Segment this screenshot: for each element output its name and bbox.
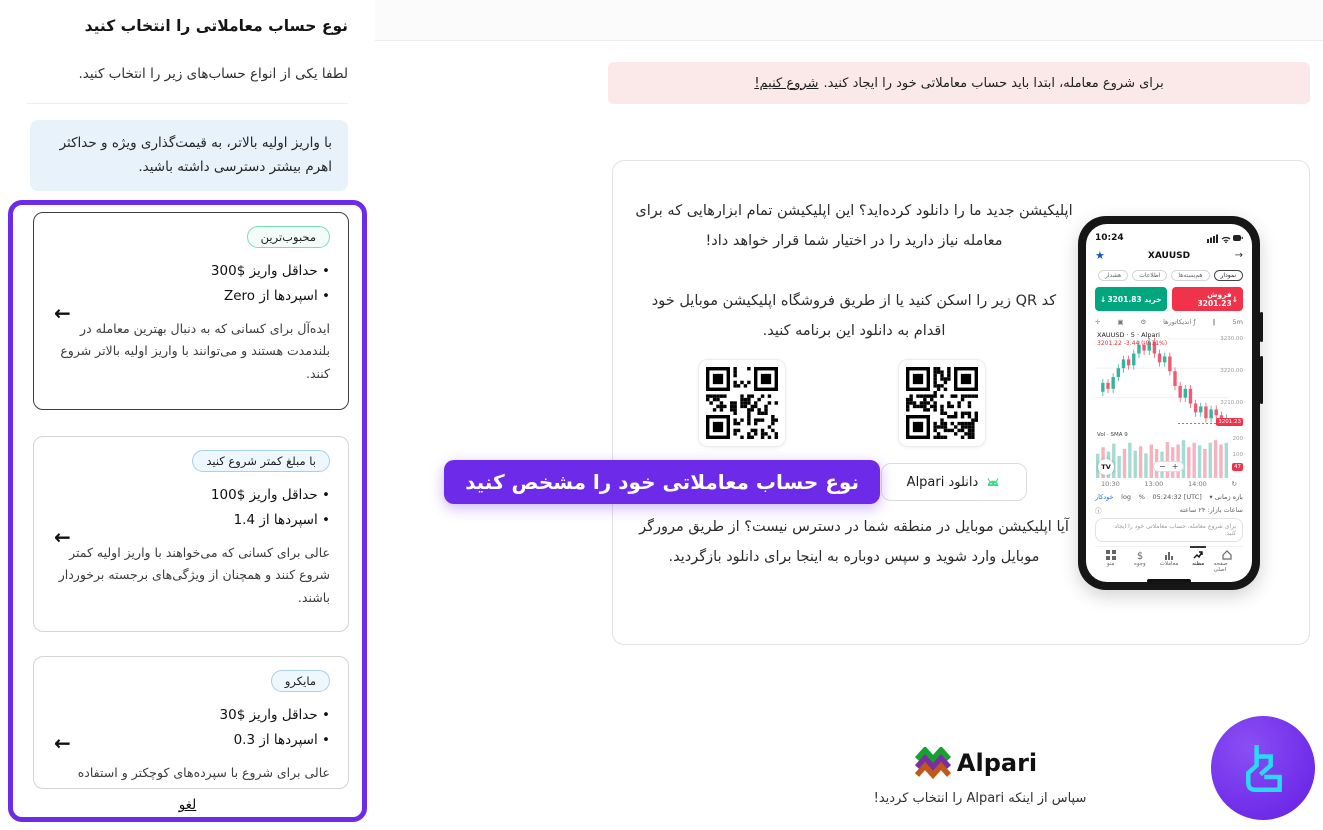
deposit-info-note: با واریز اولیه بالاتر، به قیمت‌گذاری ویژه و حداکثر اهرم بیشتر دسترسی داشته باشید.: [30, 120, 348, 191]
percent-toggle: %: [1138, 493, 1145, 501]
time-axis: [1095, 479, 1243, 489]
fx-icon: ƒ: [1193, 317, 1196, 326]
top-band: [375, 0, 1323, 41]
card-description: عالی برای کسانی که می‌خواهند با واریز اولیه کمتر شروع کنند و همچنان از ویژگی‌های برجسته برخوردار باشند.: [58, 544, 330, 605]
badge-start-lower: با مبلغ کمتر شروع کنید: [192, 450, 330, 472]
site-watermark-logo: [1211, 716, 1315, 820]
phone-bottom-nav: [1095, 546, 1243, 576]
forward-arrow-icon: →: [1234, 250, 1243, 261]
timeframe-label: 5m: [1232, 317, 1243, 326]
account-card-micro[interactable]: [33, 656, 349, 789]
brand-name: Alpari: [956, 749, 1038, 777]
axis-label: 3210.00: [1220, 400, 1243, 406]
phone-clock: 10:24: [1095, 232, 1124, 243]
crosshair-icon: ✛: [1095, 317, 1101, 326]
time-tick: 13:00: [1144, 480, 1164, 488]
info-icon: ⓘ: [1095, 506, 1102, 515]
bars-icon: ∥: [1212, 317, 1216, 326]
sell-price: 3201.23: [1197, 299, 1232, 308]
axis-label: 3230.00: [1220, 336, 1243, 342]
down-arrow-icon: ↓: [1100, 294, 1107, 304]
sell-label: فروش: [1207, 290, 1232, 299]
phone-status-bar: [1095, 231, 1243, 244]
badge-most-popular: محبوب‌ترین: [247, 226, 330, 248]
gear-icon: ⚙: [1140, 317, 1147, 326]
trend-arrow-icon: [1193, 550, 1203, 560]
bullet-spreads: • اسپردها از Zero: [52, 284, 330, 309]
tab-alert: هشدار: [1098, 270, 1128, 281]
bars-chart-icon: [1164, 550, 1174, 560]
alert-text: برای شروع معامله، ابتدا باید حساب معاملاتی خود را ایجاد کنید.: [823, 75, 1164, 91]
badge-micro: مایکرو: [271, 670, 330, 692]
last-price-badge: 3201.23: [1218, 419, 1241, 425]
candlestick-chart: [1095, 330, 1243, 430]
vol-axis-label: 100: [1232, 452, 1243, 458]
create-account-alert: [608, 62, 1310, 104]
tab-chart: نمودار: [1214, 270, 1243, 281]
choose-account-tooltip: [444, 460, 880, 504]
home-indicator: [1147, 579, 1191, 582]
tradingview-logo: TV: [1098, 459, 1114, 475]
qr-code-right: [906, 367, 978, 439]
zoom-in-icon: +: [1171, 462, 1179, 471]
time-tick: 14:00: [1188, 480, 1207, 488]
refresh-icon: ↻: [1231, 480, 1237, 488]
card-bullets: [52, 703, 330, 753]
alpari-footer-brand: [820, 747, 1140, 779]
account-card-standard[interactable]: [33, 436, 349, 632]
indicators-label: اندیکاتورها: [1163, 317, 1192, 326]
tab-correlated: هم‌بسته‌ها: [1171, 270, 1209, 281]
svg-text:$: $: [1136, 551, 1144, 560]
tab-info: اطلاعات: [1132, 270, 1167, 281]
zoom-out-icon: −: [1159, 462, 1166, 471]
back-arrow-icon: ←: [54, 301, 71, 325]
download-alpari-button[interactable]: [881, 463, 1027, 501]
qr-code-card-right: [898, 359, 986, 447]
volume-label: Vol · SMA 9: [1097, 432, 1128, 438]
utc-clock: [UTC] 05:24:32: [1152, 493, 1202, 501]
phone-symbol-header: [1095, 246, 1243, 265]
time-tick: 10:30: [1101, 480, 1120, 488]
volume-panel: [1095, 432, 1243, 478]
card-description: ایده‌آل برای کسانی که به دنبال بهترین معامله در بلندمدت هستند و می‌توانند با واریز اولیه بالاتر شروع کنند.: [60, 320, 330, 381]
nav-funds: $ وجوه: [1133, 551, 1146, 567]
nav-menu: منو: [1097, 550, 1124, 576]
phone-power-button: [1260, 356, 1263, 404]
nav-trades: معاملات: [1155, 550, 1182, 576]
volume-badge: 47: [1234, 464, 1241, 470]
trade-buttons-row: [1095, 287, 1243, 311]
phone-tabs: [1095, 267, 1243, 283]
download-paragraph-1: اپلیکیشن جدید ما را دانلود کرده‌اید؟ این اپلیکیشن تمام ابزارهایی که برای معامله نیاز دارید را در اختیار شما قرار خواهد داد!: [635, 203, 1073, 249]
alpari-logo: [914, 747, 952, 779]
chart-title: XAUUSD · 5 · Alpari: [1097, 331, 1160, 339]
cancel-link-wrap: [0, 794, 375, 813]
nav-home: صفحه اصلی: [1214, 550, 1241, 576]
camera-icon: ▣: [1117, 317, 1124, 326]
caret-down-icon: ▾: [1209, 493, 1213, 501]
cancel-link[interactable]: لغو: [178, 797, 197, 813]
symbol-name: XAUUSD: [1147, 250, 1191, 261]
account-card-pro[interactable]: [33, 212, 349, 410]
thanks-text: سپاس از اینکه Alpari را انتخاب کردید!: [873, 791, 1087, 806]
back-arrow-icon: ←: [54, 731, 71, 755]
sidebar-subtitle: لطفا یکی از انواع حساب‌های زیر را انتخاب کنید.: [78, 66, 348, 82]
buy-label: خرید: [1144, 294, 1162, 304]
bullet-min-deposit: • حداقل واریز $30: [52, 703, 330, 728]
card-bullets: [52, 259, 330, 309]
down-arrow-icon: ↓: [1231, 294, 1238, 304]
divider: [27, 103, 348, 104]
home-icon: [1222, 550, 1232, 560]
qr-code-left: [706, 367, 778, 439]
phone-screen: [1086, 224, 1252, 582]
buy-button: [1095, 287, 1167, 311]
bullet-spreads: • اسپردها از 0.3: [52, 728, 330, 753]
chart-change: 3201.22 -3.44 (-0.11%): [1097, 340, 1168, 347]
chart-toolbar: [1095, 315, 1243, 328]
bullet-min-deposit: • حداقل واریز $100: [52, 483, 330, 508]
download-paragraph-3: آیا اپلیکیشن موبایل در منطقه شما در دسترس نیست؟ از طریق مرورگر موبایل وارد شوید و سپس دوباره به اینجا برای دانلود بازگردید.: [639, 519, 1069, 565]
status-icons: [1207, 233, 1243, 243]
card-description: عالی برای شروع با سپرده‌های کوچکتر و استفاده: [77, 764, 330, 780]
account-type-sidebar: [0, 0, 375, 830]
dollar-icon: [1135, 550, 1145, 560]
start-now-link[interactable]: شروع کنیم!: [754, 75, 819, 91]
download-button-label: دانلود Alpari: [906, 474, 979, 490]
tooltip-text: نوع حساب معاملاتی خود را مشخص کنید: [465, 470, 859, 494]
vol-axis-label: 200: [1232, 436, 1243, 442]
zoom-control: [1153, 461, 1184, 472]
chart-settings-row: [1095, 491, 1243, 503]
card-bullets: [52, 483, 330, 533]
phone-volume-button: [1260, 312, 1263, 342]
nav-quotes: مظنه: [1184, 550, 1211, 576]
site-glyph-icon: [1231, 736, 1295, 800]
phone-mockup: [1078, 216, 1260, 590]
market-hours-row: [1095, 505, 1243, 515]
log-toggle: log: [1121, 493, 1132, 501]
menu-grid-icon: [1106, 550, 1116, 560]
back-arrow-icon: ←: [54, 525, 71, 549]
bullet-min-deposit: • حداقل واریز $300: [52, 259, 330, 284]
sidebar-title: نوع حساب معاملاتی را انتخاب کنید: [84, 17, 348, 35]
phone-notice-box: برای شروع معامله، حساب معاملاتی خود را ایجاد کنید.: [1095, 518, 1243, 542]
qr-code-card-left: [698, 359, 786, 447]
auto-toggle: خودکار: [1095, 493, 1114, 501]
download-paragraph-2: کد QR زیر را اسکن کنید یا از طریق فروشگاه اپلیکیشن موبایل خود اقدام به دانلود این برنامه کنید.: [651, 293, 1057, 339]
buy-price: 3201.83: [1107, 294, 1142, 304]
bullet-spreads: • اسپردها از 1.4: [52, 508, 330, 533]
axis-label: 3220.00: [1220, 368, 1243, 374]
range-label: بازه زمانی: [1214, 493, 1243, 501]
sell-button: [1172, 287, 1244, 311]
android-icon: [985, 475, 1001, 489]
market-hours-text: ساعات بازار: ۲۴ ساعته: [1179, 506, 1243, 514]
favorite-star-icon: ★: [1095, 249, 1105, 262]
